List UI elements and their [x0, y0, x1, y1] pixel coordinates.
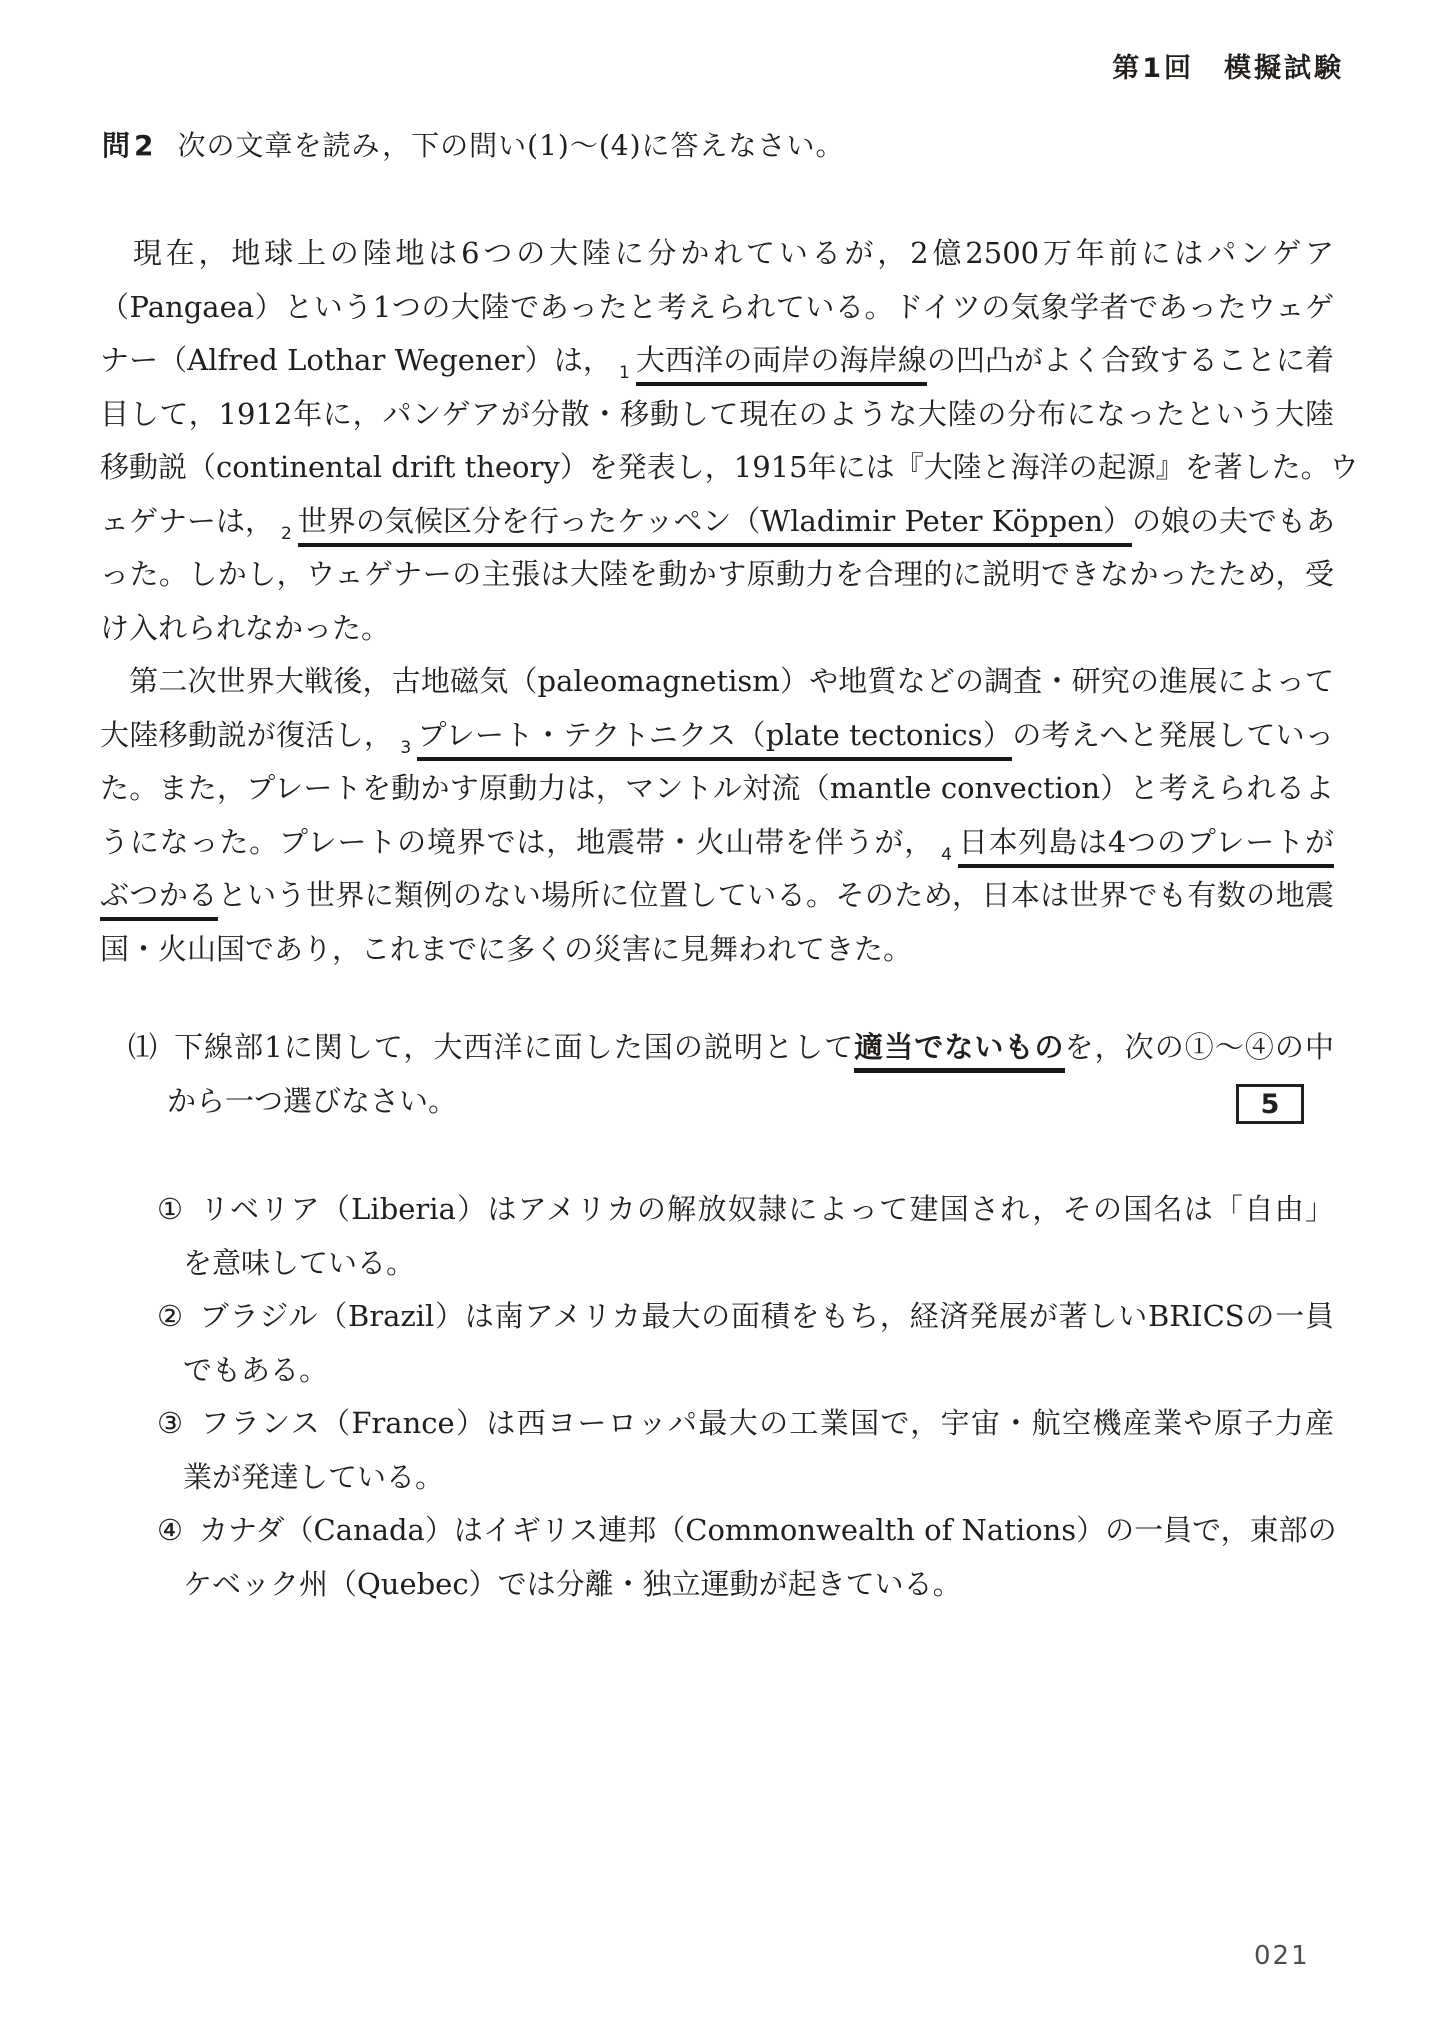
- sub-question-1-text-post: を，次の①～④の中: [1064, 1030, 1334, 1064]
- passage-text: の凹凸がよく合致することに着: [926, 343, 1334, 377]
- passage-text: った。しかし，ウェゲナーの主張は大陸を動かす原動力を合理的に説明できなかったため，受: [100, 557, 1334, 591]
- underline-1-text: 大西洋の両岸の海岸線: [636, 343, 927, 386]
- passage-text: 国・火山国であり，これまでに多くの災害に見舞われてきた。: [100, 931, 913, 966]
- page-number: 021: [1254, 1941, 1310, 1971]
- option-2-marker: ②: [157, 1299, 184, 1333]
- passage-line: [100, 441, 1359, 495]
- sub-question-1-text: 下線部1に関して，大西洋に面した国の説明として: [174, 1030, 855, 1064]
- option-2-text: ブラジル（Brazil）は南アメリカ最大の面積をもち，経済発展が著しいBRICSの一員: [199, 1299, 1335, 1333]
- sub-question-1: [128, 1021, 1334, 1128]
- passage-text: た。また，プレートを動かす原動力は，マントル対流（mantle convection）と考えられるよ: [100, 771, 1334, 805]
- option-4-line1: [157, 1504, 1337, 1558]
- passage-text: うになった。プレートの境界では，地震帯・火山帯を伴うが，: [100, 824, 935, 859]
- passage-line: [100, 923, 1334, 977]
- sub-question-1-marker: ⑴: [128, 1030, 159, 1064]
- passage-line: [100, 762, 1334, 816]
- underline-3-text: プレート・テクトニクス（plate tectonics）: [417, 718, 1012, 761]
- underline-4-text: 日本列島は4つのプレートが: [958, 825, 1334, 868]
- option-2-line1: [157, 1290, 1334, 1344]
- passage-line: [100, 495, 1334, 549]
- underline-4-marker: 4: [941, 844, 952, 865]
- passage-line: [100, 548, 1334, 602]
- passage-line: [100, 281, 1334, 335]
- option-4-text: カナダ（Canada）はイギリス連邦（Commonwealth of Nations）の一員で，東部の: [199, 1513, 1337, 1547]
- passage-text: 第二次世界大戦後，古地磁気（paleomagnetism）や地質などの調査・研究の進展によって: [100, 664, 1334, 698]
- passage-line: [100, 334, 1334, 388]
- answer-box: [1236, 1084, 1304, 1124]
- option-3-line1: [157, 1397, 1334, 1451]
- option-3-marker: ③: [157, 1406, 185, 1440]
- passage-text: 大陸移動説が復活し，: [100, 717, 394, 752]
- passage-line: [100, 388, 1334, 442]
- underline-4-text-continued: ぶつかる: [100, 878, 218, 921]
- option-4: [157, 1504, 1337, 1611]
- passage-line: [100, 816, 1334, 870]
- option-1-text: リベリア（Liberia）はアメリカの解放奴隷によって建国され，その国名は「自由」: [200, 1192, 1334, 1226]
- passage-line: [100, 655, 1334, 709]
- sub-question-1-emphasis: 適当でないもの: [854, 1030, 1064, 1073]
- sub-question-1-line1: [128, 1021, 1334, 1075]
- question2-instruction: 次の文章を読み，下の問い(1)～(4)に答えなさい。: [177, 129, 845, 162]
- passage-text: 現在，地球上の陸地は6つの大陸に分かれているが，2億2500万年前にはパンゲア: [100, 236, 1334, 270]
- answer-box-number: 5: [1260, 1088, 1280, 1120]
- option-3-text: フランス（France）は西ヨーロッパ最大の工業国で，宇宙・航空機産業や原子力産: [200, 1406, 1335, 1440]
- sub-question-1-line2: から一つ選びなさい。: [167, 1083, 458, 1118]
- passage-text: の娘の夫でもあ: [1132, 503, 1336, 538]
- option-3-line2: 業が発達している。: [183, 1459, 445, 1494]
- passage-text: （Pangaea）という1つの大陸であったと考えられている。ドイツの気象学者であったウェゲ: [100, 289, 1334, 324]
- option-3: [157, 1397, 1334, 1504]
- question2-intro: [102, 124, 845, 164]
- passage-line: [100, 709, 1334, 763]
- passage-text: け入れられなかった。: [100, 610, 391, 645]
- option-1-line2: を意味している。: [183, 1245, 416, 1280]
- question2-label: 問2: [102, 129, 158, 162]
- passage-text: ナー（Alfred Lothar Wegener）は，: [100, 343, 613, 377]
- option-2: [157, 1290, 1334, 1397]
- passage-line: [100, 227, 1334, 281]
- underline-2-text: 世界の気候区分を行ったケッペン（Wladimir Peter Köppen）: [298, 504, 1132, 547]
- option-1-line1: [157, 1183, 1334, 1237]
- underline-3-marker: 3: [400, 737, 412, 758]
- option-2-line2: でもある。: [183, 1352, 329, 1387]
- underline-1-marker: 1: [619, 363, 630, 383]
- passage-text: 移動説（continental drift theory）を発表し，1915年には『大陸と海洋の起源』を著した。ウ: [100, 450, 1359, 484]
- answer-options: [157, 1183, 1337, 1611]
- option-4-marker: ④: [157, 1513, 183, 1547]
- passage-line: [100, 869, 1334, 923]
- passage-text: 目して，1912年に，パンゲアが分散・移動して現在のような大陸の分布になったという大陸: [100, 396, 1334, 431]
- page-header-title: 第1回 模擬試験: [1112, 53, 1344, 84]
- passage-text: ェゲナーは，: [100, 503, 275, 538]
- passage-text: という世界に類例のない場所に位置している。そのため，日本は世界でも有数の地震: [217, 878, 1334, 912]
- passage-text: の考えへと発展していっ: [1012, 717, 1334, 752]
- option-1: [157, 1183, 1334, 1290]
- reading-passage: [100, 227, 1359, 976]
- option-1-marker: ①: [157, 1192, 185, 1226]
- option-4-line2: ケベック州（Quebec）では分離・独立運動が起きている。: [183, 1566, 962, 1601]
- passage-line: [100, 602, 1334, 656]
- underline-2-marker: 2: [281, 523, 292, 544]
